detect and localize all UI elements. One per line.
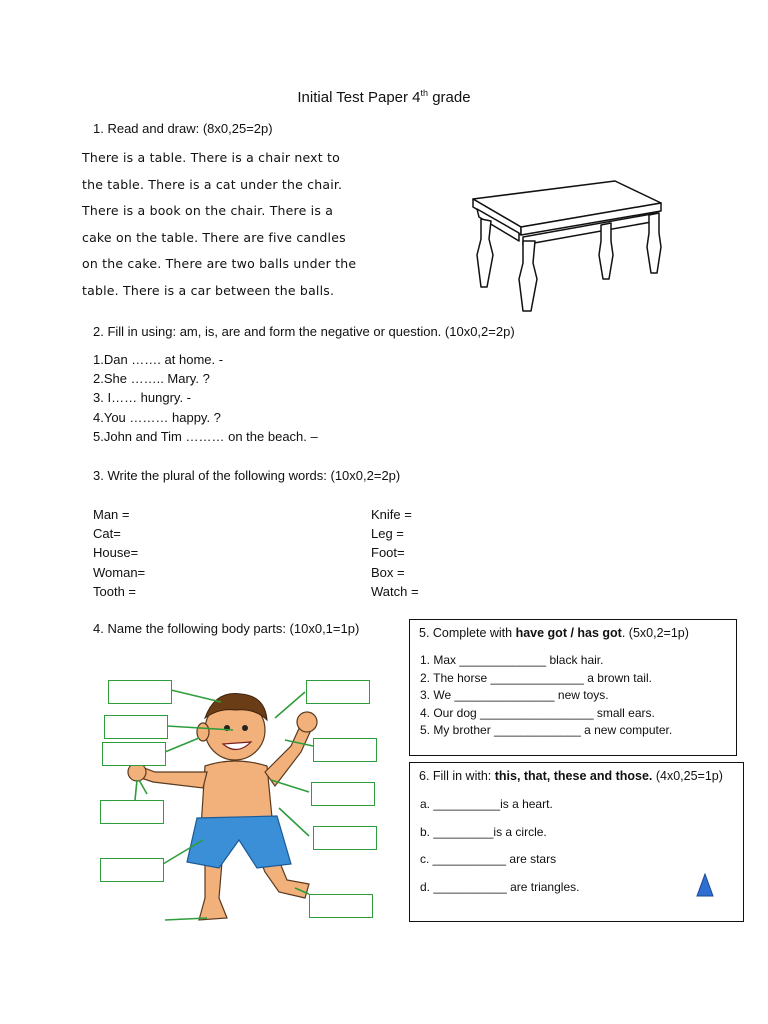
- q1-line: table. There is a car between the balls.: [82, 282, 335, 298]
- q5-item: 3. We _______________ new toys.: [420, 688, 609, 703]
- q6-list: [420, 797, 579, 907]
- q3-word: Leg =: [371, 526, 404, 542]
- q5-item: 1. Max _____________ black hair.: [420, 653, 604, 667]
- q6-item: a. __________is a heart.: [420, 797, 553, 811]
- right-hand: [297, 712, 317, 732]
- q3-right-column: [371, 505, 419, 601]
- q1-passage: [82, 145, 372, 305]
- q5-list: [420, 652, 672, 740]
- q3-word: Woman=: [93, 564, 146, 580]
- q3-word: Man =: [93, 507, 130, 522]
- q6-heading: 6. Fill in with: this, that, these and those. (4x0,25=1p): [419, 769, 723, 783]
- q2-item: 4.You ……… happy. ?: [93, 409, 221, 425]
- body-part-answer-box[interactable]: [306, 680, 370, 704]
- q6-box: [409, 762, 744, 922]
- q1-line: There is a book on the chair. There is a: [82, 203, 334, 219]
- q3-word: Watch =: [371, 583, 419, 599]
- q6-item: c. ___________ are stars: [420, 852, 557, 866]
- q3-word: Tooth =: [93, 583, 137, 599]
- q3-word: Box =: [371, 564, 405, 580]
- q3-word: House=: [93, 545, 139, 561]
- q5-item: 5. My brother _____________ a new computer.: [420, 723, 673, 738]
- q3-word: Knife =: [371, 507, 412, 522]
- q1-line: the table. There is a cat under the chair.: [82, 176, 343, 192]
- q5-item: 4. Our dog _________________ small ears.: [420, 705, 655, 720]
- q5-heading: 5. Complete with have got / has got. (5x0,2=1p): [419, 626, 689, 640]
- body-part-answer-box[interactable]: [100, 858, 164, 882]
- shorts: [187, 816, 291, 868]
- q3-word: Cat=: [93, 526, 121, 542]
- body-part-answer-box[interactable]: [311, 782, 375, 806]
- q3-word: Foot=: [371, 545, 405, 561]
- q5-box: [409, 619, 737, 756]
- triangle-icon: [696, 873, 714, 897]
- q4-heading: 4. Name the following body parts: (10x0,1=1p): [93, 621, 360, 636]
- body-part-answer-box[interactable]: [108, 680, 172, 704]
- body-part-answer-box[interactable]: [100, 800, 164, 824]
- q5-item: 2. The horse ______________ a brown tail.: [420, 670, 652, 685]
- q6-item: b. _________is a circle.: [420, 824, 547, 839]
- body-part-answer-box[interactable]: [104, 715, 168, 739]
- body-part-answer-box[interactable]: [313, 826, 377, 850]
- page-title: Initial Test Paper 4th grade: [297, 88, 471, 106]
- body-part-answer-box[interactable]: [102, 742, 166, 766]
- q3-heading: 3. Write the plural of the following words: (10x0,2=2p): [93, 468, 401, 483]
- q1-line: on the cake. There are two balls under the: [82, 256, 357, 272]
- q2-item: 3. I…… hungry. -: [93, 390, 192, 406]
- q2-item: 1.Dan ……. at home. -: [93, 352, 224, 367]
- q3-left-column: [93, 505, 145, 601]
- body-part-answer-box[interactable]: [309, 894, 373, 918]
- q2-item: 2.She …….. Mary. ?: [93, 371, 210, 387]
- q1-line: There is a table. There is a chair next to: [82, 150, 340, 165]
- body-part-answer-box[interactable]: [313, 738, 377, 762]
- q2-item: 5.John and Tim ……… on the beach. –: [93, 428, 318, 444]
- q1-heading: 1. Read and draw: (8x0,25=2p): [93, 121, 273, 136]
- q6-item: d. ___________ are triangles.: [420, 879, 580, 894]
- right-arm: [265, 724, 311, 786]
- q2-list: [93, 350, 318, 446]
- table-illustration: [465, 175, 670, 315]
- q1-line: cake on the table. There are five candles: [82, 229, 346, 245]
- q2-heading: 2. Fill in using: am, is, are and form the negative or question. (10x0,2=2p): [93, 324, 515, 339]
